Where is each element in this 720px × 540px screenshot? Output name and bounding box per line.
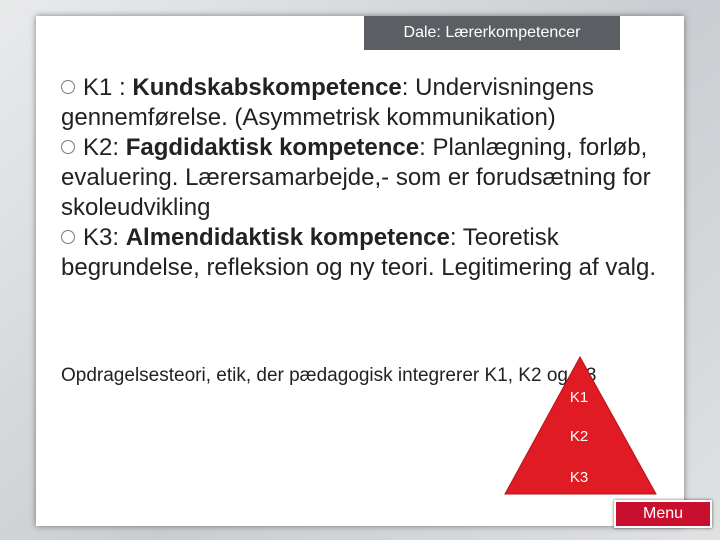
- bullet-prefix: K2:: [83, 134, 126, 161]
- bullet-term: Fagdidaktisk kompetence: [125, 134, 420, 161]
- slide-title-text: Dale: Lærerkompetencer: [403, 24, 581, 41]
- bullet-term: Almendidaktisk kompetence: [125, 224, 450, 251]
- bullet-item-k1: [61, 73, 671, 133]
- slide-title: [364, 16, 620, 52]
- circle-bullet-icon: [61, 230, 75, 244]
- menu-button-label: Menu: [642, 505, 684, 522]
- bullet-item-k3: [61, 223, 671, 283]
- integration-note: Opdragelsesteori, etik, der pædagogisk integrerer K1, K2 og K3: [61, 365, 597, 386]
- pyramid-level-k1: K1: [569, 389, 589, 406]
- pyramid-level-k2: K2: [569, 428, 589, 445]
- bullet-item-k2: [61, 133, 671, 223]
- bullet-prefix: K3:: [83, 224, 126, 251]
- bullet-text: : Undervisningens gennemførelse. (Asymmetrisk kommunikation): [61, 74, 594, 131]
- bullet-text: : Teoretisk begrundelse, refleksion og ny teori. Legitimering af valg.: [61, 224, 657, 281]
- menu-button[interactable]: [614, 500, 712, 528]
- circle-bullet-icon: [61, 140, 75, 154]
- bullet-term: Kundskabskompetence: [132, 74, 402, 101]
- bullet-list: [61, 73, 671, 283]
- competence-pyramid: [503, 355, 658, 496]
- circle-bullet-icon: [61, 80, 75, 94]
- pyramid-level-k3: K3: [569, 469, 589, 486]
- bullet-prefix: K1 :: [83, 74, 133, 101]
- bullet-text: : Planlægning, forløb, evaluering. Lærersamarbejde,- som er forudsætning for skoleudvikling: [61, 134, 651, 221]
